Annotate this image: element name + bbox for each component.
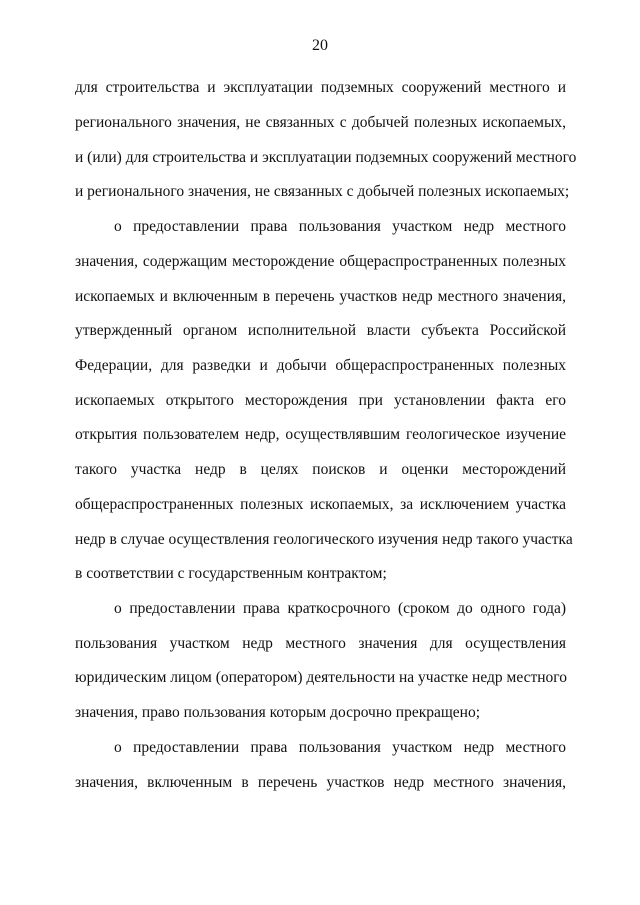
text-line: ископаемых и включенным в перечень участков недр местного значения, (75, 288, 566, 305)
text-line: о предоставлении права краткосрочного (сроком до одного года) (114, 600, 566, 617)
text-line: о предоставлении права пользования участком недр местного (114, 739, 566, 756)
text-line: открытия пользователем недр, осуществлявшим геологическое изучение (75, 426, 566, 443)
text-line: Федерации, для разведки и добычи общераспространенных полезных (75, 357, 566, 374)
text-line: регионального значения, не связанных с добычей полезных ископаемых, (75, 114, 566, 131)
text-line: юридическим лицом (оператором) деятельности на участке недр местного (75, 669, 568, 686)
text-line: общераспространенных полезных ископаемых, за исключением участка (75, 496, 566, 513)
text-line: значения, включенным в перечень участков недр местного значения, (75, 774, 566, 791)
text-line: недр в случае осуществления геологического изучения недр такого участка (75, 531, 573, 548)
text-line: и (или) для строительства и эксплуатации подземных сооружений местного (75, 149, 577, 166)
text-line: ископаемых открытого месторождения при установлении факта его (75, 392, 566, 409)
text-line: о предоставлении права пользования участком недр местного (114, 218, 566, 235)
text-line: значения, право пользования которым досрочно прекращено; (75, 704, 481, 721)
text-line: пользования участком недр местного значения для осуществления (75, 635, 566, 652)
text-line: для строительства и эксплуатации подземных сооружений местного и (75, 79, 566, 96)
text-line: такого участка недр в целях поисков и оценки месторождений (75, 461, 566, 478)
page-number: 20 (312, 37, 328, 54)
text-line: в соответствии с государственным контрактом; (75, 565, 387, 582)
text-line: и регионального значения, не связанных с добычей полезных ископаемых; (75, 183, 570, 200)
text-line: значения, содержащим месторождение общераспространенных полезных (75, 253, 566, 270)
text-line: утвержденный органом исполнительной власти субъекта Российской (75, 322, 566, 339)
